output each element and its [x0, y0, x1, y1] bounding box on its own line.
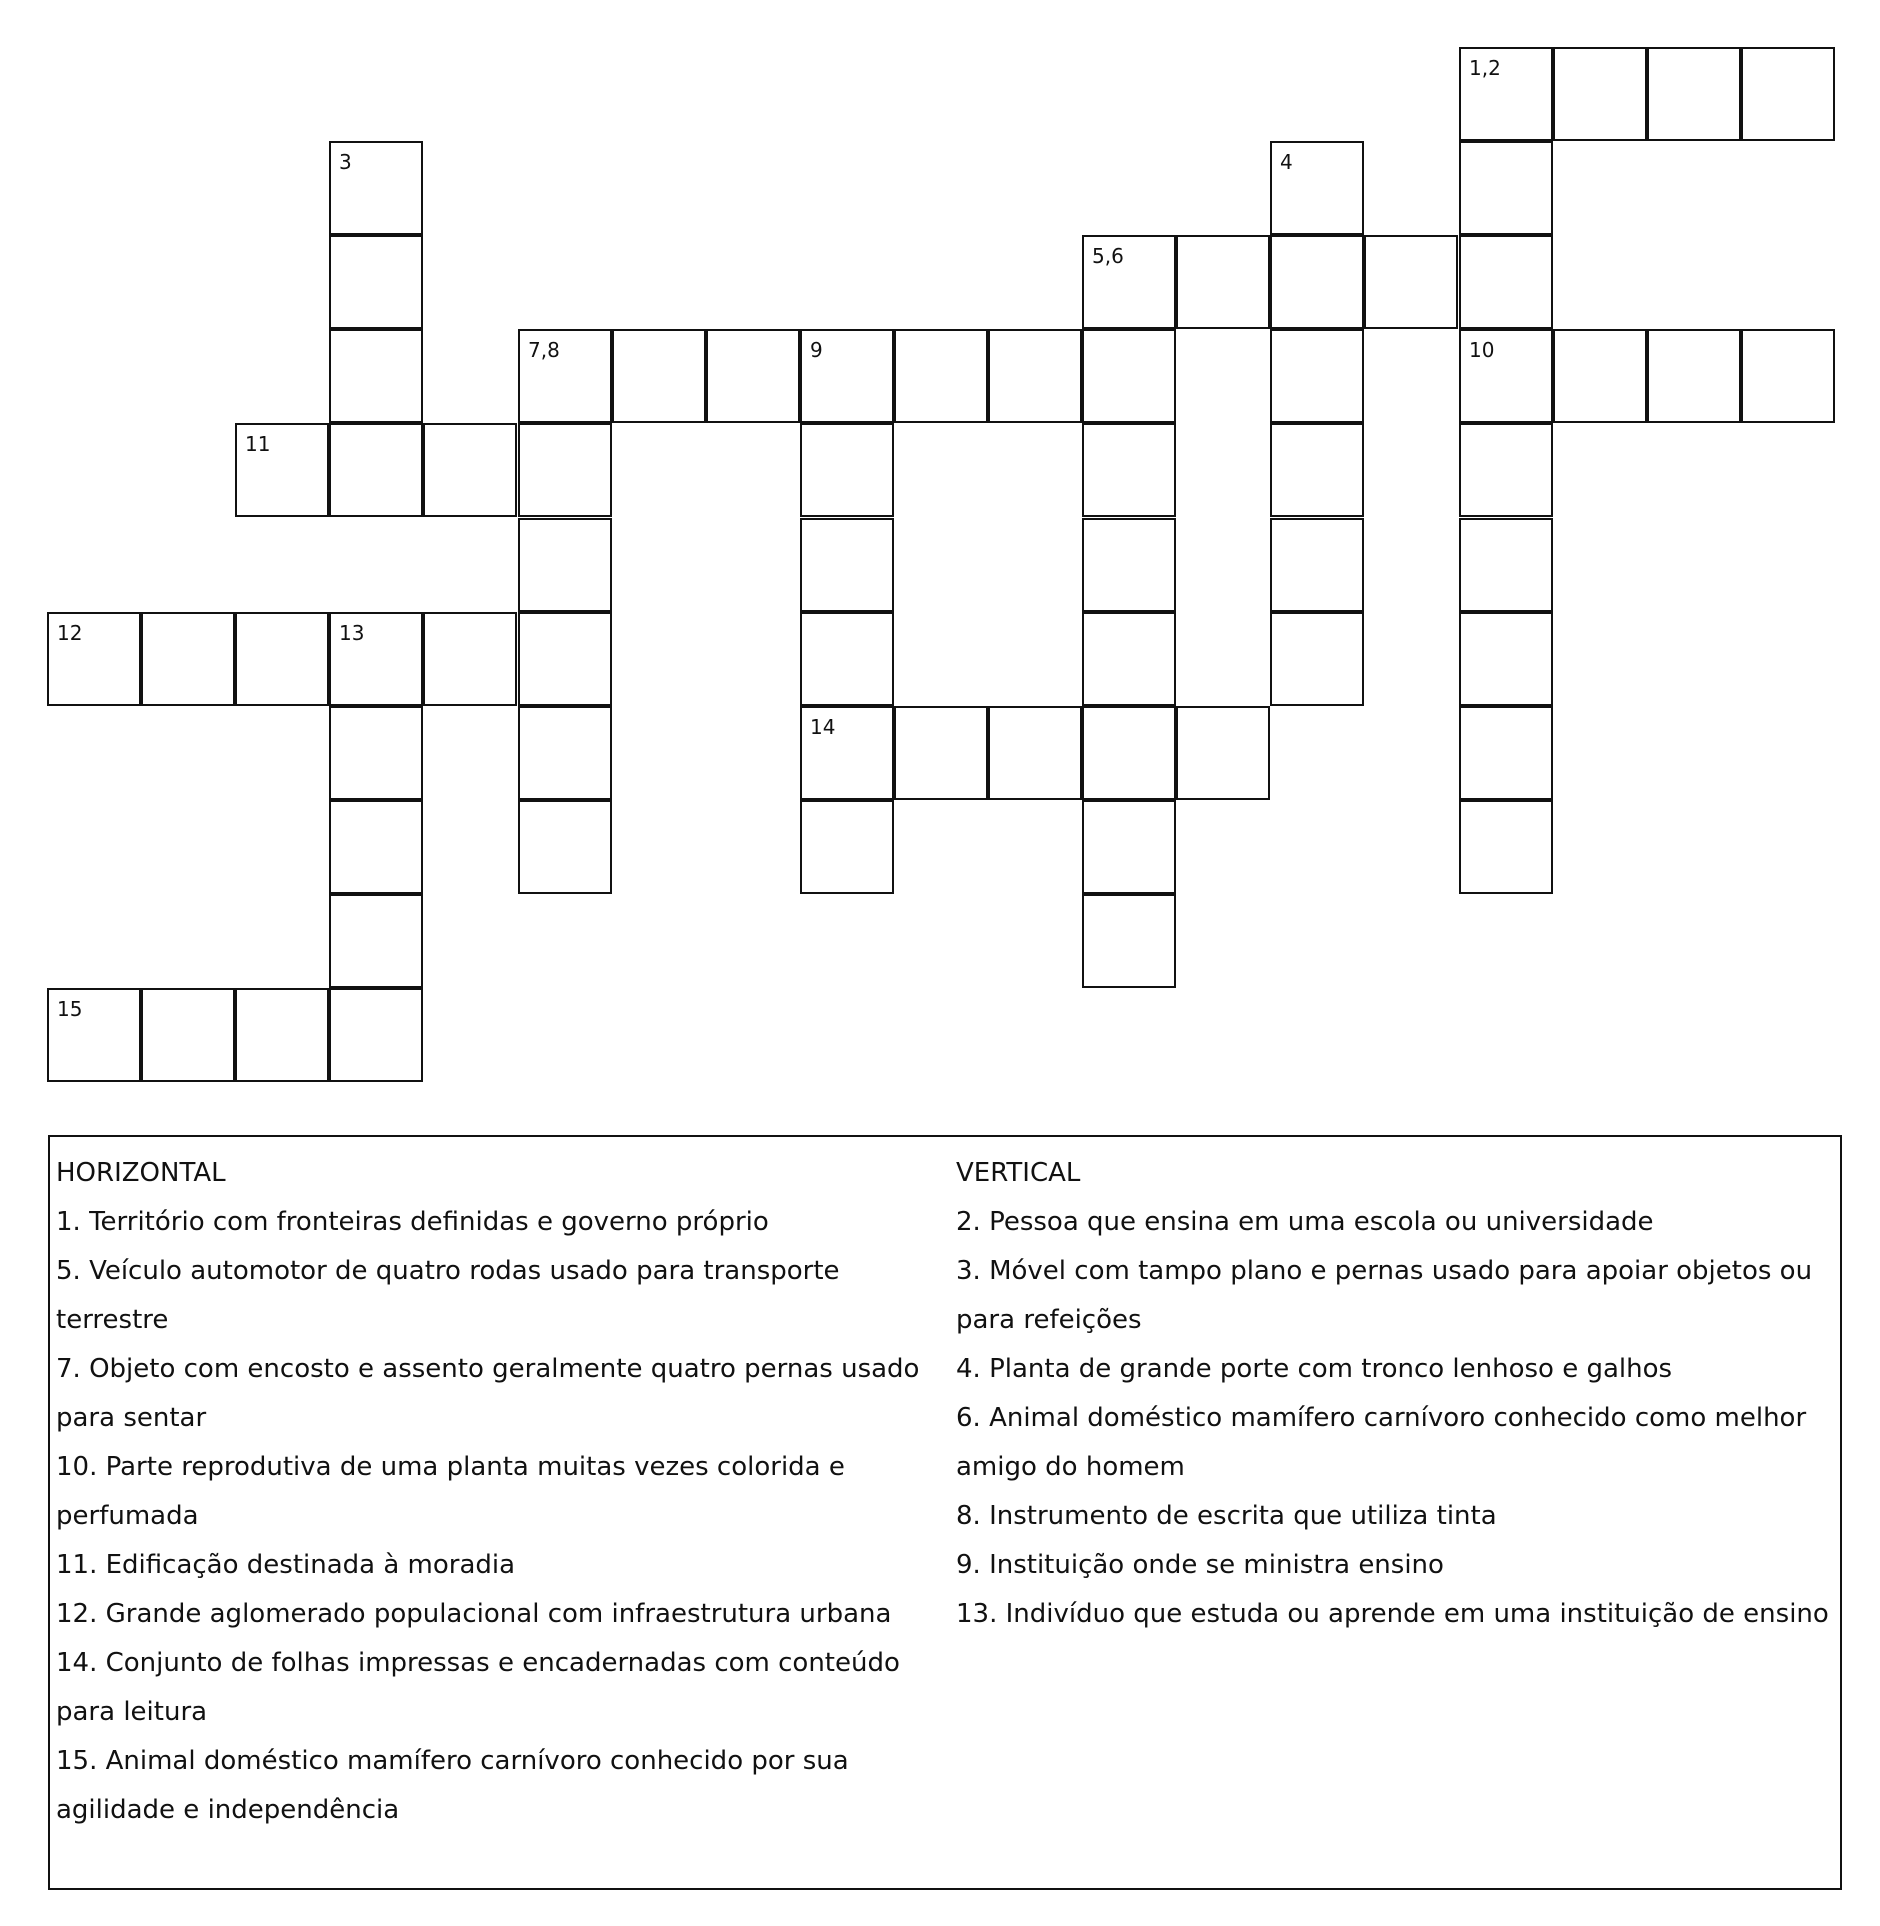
crossword-cell[interactable]: [329, 329, 423, 423]
crossword-cell[interactable]: [800, 612, 894, 706]
crossword-cell[interactable]: [800, 518, 894, 612]
clue-v8: 8. Instrumento de escrita que utiliza tinta: [956, 1501, 1497, 1531]
cell-number: 10: [1469, 338, 1495, 362]
cell-number: 9: [810, 338, 823, 362]
cell-number: 1,2: [1469, 56, 1501, 80]
clue-v13: 13. Indivíduo que estuda ou aprende em uma instituição de ensino: [956, 1599, 1829, 1629]
vertical-clues: [956, 1149, 1834, 1639]
crossword-cell[interactable]: [235, 988, 329, 1082]
cell-number: 15: [57, 997, 83, 1021]
crossword-cell[interactable]: [1082, 894, 1176, 988]
clue-h11: 11. Edificação destinada à moradia: [56, 1550, 516, 1580]
crossword-cell[interactable]: [988, 706, 1082, 800]
crossword-cell[interactable]: [1082, 423, 1176, 517]
cell-number: 11: [245, 432, 271, 456]
crossword-cell[interactable]: [329, 235, 423, 329]
crossword-cell[interactable]: [894, 706, 988, 800]
crossword-cell[interactable]: [329, 988, 423, 1082]
crossword-cell[interactable]: [1176, 706, 1270, 800]
crossword-cell[interactable]: [800, 800, 894, 894]
crossword-cell[interactable]: [1647, 47, 1741, 141]
crossword-cell[interactable]: [1364, 235, 1458, 329]
crossword-cell[interactable]: [47, 988, 141, 1082]
crossword-cell[interactable]: [423, 423, 517, 517]
crossword-cell[interactable]: [518, 800, 612, 894]
clue-v4: 4. Planta de grande porte com tronco lenhoso e galhos: [956, 1354, 1673, 1384]
crossword-cell[interactable]: [1459, 800, 1553, 894]
crossword-cell[interactable]: [518, 423, 612, 517]
crossword-cell[interactable]: [800, 706, 894, 800]
crossword-cell[interactable]: [141, 612, 235, 706]
cell-number: 4: [1280, 150, 1293, 174]
crossword-cell[interactable]: [329, 141, 423, 235]
crossword-cell[interactable]: [329, 423, 423, 517]
clue-h15: 15. Animal doméstico mamífero carnívoro conhecido por sua agilidade e independência: [56, 1746, 849, 1825]
crossword-cell[interactable]: [1270, 518, 1364, 612]
cell-number: 5,6: [1092, 244, 1124, 268]
crossword-cell[interactable]: [1082, 706, 1176, 800]
clue-h14: 14. Conjunto de folhas impressas e encadernadas com conteúdo para leitura: [56, 1648, 900, 1727]
crossword-cell[interactable]: [1741, 47, 1835, 141]
crossword-cell[interactable]: [518, 518, 612, 612]
crossword-cell[interactable]: [1459, 612, 1553, 706]
crossword-cell[interactable]: [1553, 329, 1647, 423]
crossword-cell[interactable]: [329, 706, 423, 800]
crossword-cell[interactable]: [1459, 329, 1553, 423]
crossword-cell[interactable]: [1459, 47, 1553, 141]
crossword-cell[interactable]: [1270, 423, 1364, 517]
clues-box: [48, 1135, 1842, 1890]
crossword-cell[interactable]: [706, 329, 800, 423]
crossword-cell[interactable]: [518, 706, 612, 800]
crossword-cell[interactable]: [235, 423, 329, 517]
vertical-heading: VERTICAL: [956, 1158, 1081, 1188]
crossword-cell[interactable]: [1176, 235, 1270, 329]
clue-h5: 5. Veículo automotor de quatro rodas usado para transporte terrestre: [56, 1256, 840, 1335]
crossword-cell[interactable]: [141, 988, 235, 1082]
crossword-cell[interactable]: [1270, 329, 1364, 423]
cell-number: 7,8: [528, 338, 560, 362]
crossword-cell[interactable]: [1082, 329, 1176, 423]
crossword-cell[interactable]: [518, 612, 612, 706]
crossword-cell[interactable]: [1647, 329, 1741, 423]
cell-number: 14: [810, 715, 836, 739]
crossword-cell[interactable]: [329, 800, 423, 894]
crossword-cell[interactable]: [1270, 235, 1364, 329]
crossword-cell[interactable]: [1459, 706, 1553, 800]
crossword-cell[interactable]: [1459, 423, 1553, 517]
clue-h7: 7. Objeto com encosto e assento geralmente quatro pernas usado para sentar: [56, 1354, 920, 1433]
crossword-cell[interactable]: [988, 329, 1082, 423]
crossword-cell[interactable]: [1459, 235, 1553, 329]
horizontal-heading: HORIZONTAL: [56, 1158, 226, 1188]
crossword-cell[interactable]: [1082, 612, 1176, 706]
clue-v3: 3. Móvel com tampo plano e pernas usado para apoiar objetos ou para refeições: [956, 1256, 1813, 1335]
crossword-cell[interactable]: [235, 612, 329, 706]
crossword-cell[interactable]: [800, 423, 894, 517]
crossword-cell[interactable]: [329, 612, 423, 706]
crossword-cell[interactable]: [1082, 518, 1176, 612]
clue-v6: 6. Animal doméstico mamífero carnívoro conhecido como melhor amigo do homem: [956, 1403, 1807, 1482]
crossword-cell[interactable]: [1741, 329, 1835, 423]
cell-number: 13: [339, 621, 365, 645]
clue-v9: 9. Instituição onde se ministra ensino: [956, 1550, 1444, 1580]
crossword-cell[interactable]: [1553, 47, 1647, 141]
crossword-cell[interactable]: [423, 612, 517, 706]
crossword-cell[interactable]: [47, 612, 141, 706]
crossword-cell[interactable]: [1459, 141, 1553, 235]
clue-v2: 2. Pessoa que ensina em uma escola ou universidade: [956, 1207, 1654, 1237]
crossword-cell[interactable]: [329, 894, 423, 988]
crossword-cell[interactable]: [612, 329, 706, 423]
crossword-cell[interactable]: [1082, 800, 1176, 894]
cell-number: 3: [339, 150, 352, 174]
horizontal-clues: [56, 1149, 936, 1835]
cell-number: 12: [57, 621, 83, 645]
clue-h1: 1. Território com fronteiras definidas e governo próprio: [56, 1207, 769, 1237]
clue-h12: 12. Grande aglomerado populacional com infraestrutura urbana: [56, 1599, 892, 1629]
crossword-cell[interactable]: [1459, 518, 1553, 612]
crossword-cell[interactable]: [1270, 612, 1364, 706]
crossword-cell[interactable]: [800, 329, 894, 423]
clue-h10: 10. Parte reprodutiva de uma planta muitas vezes colorida e perfumada: [56, 1452, 845, 1531]
crossword-cell[interactable]: [1082, 235, 1176, 329]
crossword-cell[interactable]: [894, 329, 988, 423]
crossword-cell[interactable]: [518, 329, 612, 423]
crossword-cell[interactable]: [1270, 141, 1364, 235]
